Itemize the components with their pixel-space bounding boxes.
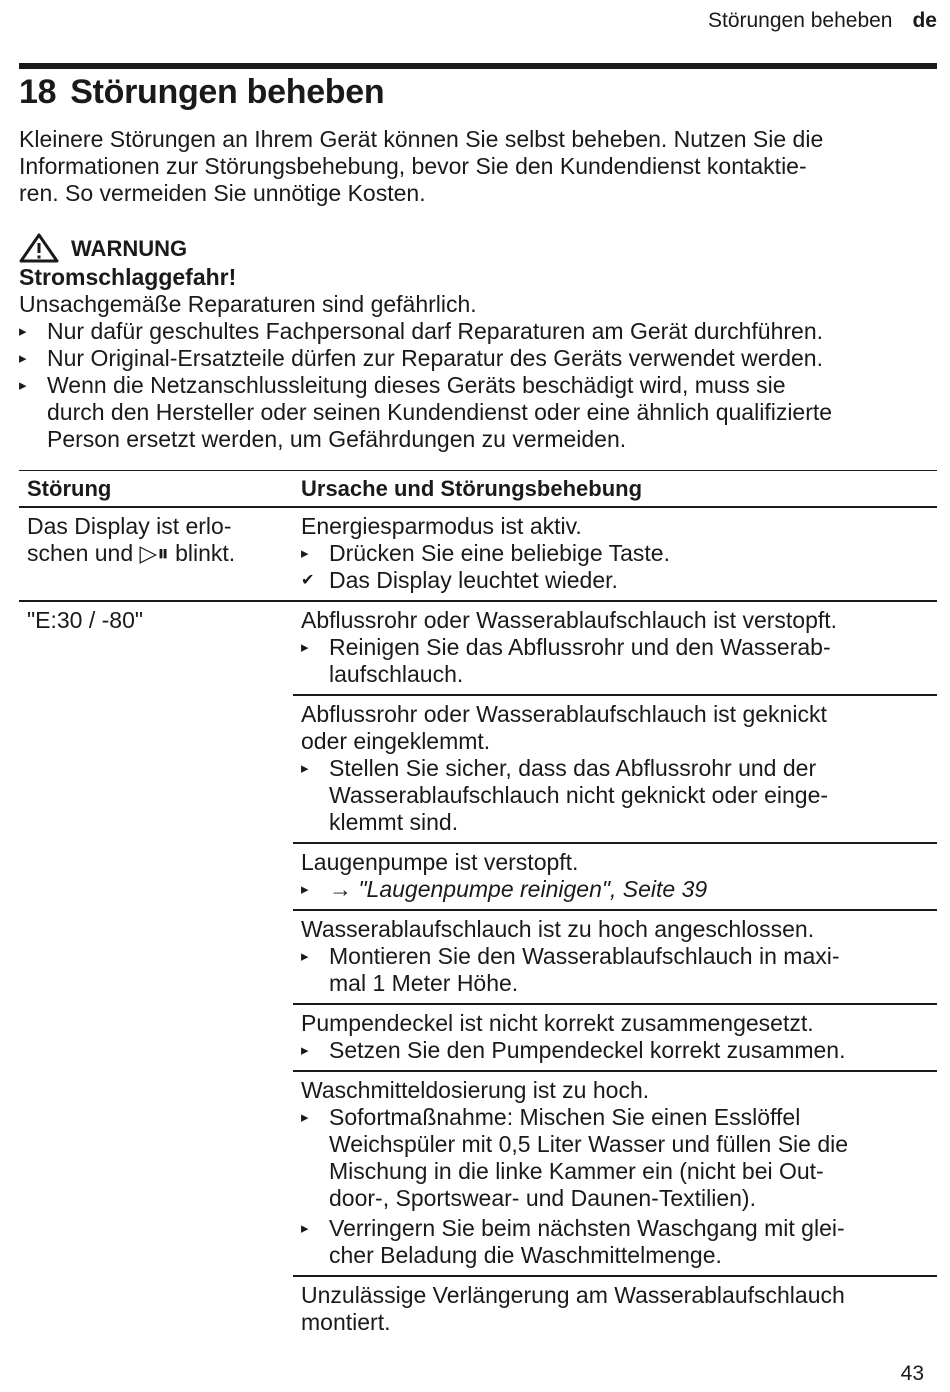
bullet-triangle-icon <box>19 372 47 453</box>
intro-line: Kleinere Störungen an Ihrem Gerät können Sie selbst beheben. Nutzen Sie die <box>19 126 824 152</box>
remedy-bullet <box>301 540 929 567</box>
cause-cell <box>293 910 937 1004</box>
remedy-bullet <box>301 1104 929 1212</box>
cause-text: Pumpendeckel ist nicht korrekt zusammengesetzt. <box>301 1010 814 1036</box>
bullet-text: Nur Original-Ersatzteile dürfen zur Reparatur des Geräts verwendet werden. <box>47 345 823 371</box>
remedy-text: Stellen Sie sicher, dass das Abflussrohr und der <box>329 755 817 781</box>
running-header-section: Störungen beheben <box>707 9 893 32</box>
remedy-text: Wasserablaufschlauch nicht geknickt oder einge- <box>329 782 829 808</box>
warning-hazard: Stromschlaggefahr! <box>19 264 237 290</box>
checkmark-icon <box>301 567 329 594</box>
bullet-text: Wenn die Netzanschlussleitung dieses Geräts beschädigt wird, muss sie <box>47 372 786 398</box>
cause-cell <box>293 1071 937 1276</box>
intro-line: ren. So vermeiden Sie unnötige Kosten. <box>19 180 426 206</box>
fault-cell <box>19 507 293 601</box>
intro-line: Informationen zur Störungsbehebung, bevor Sie den Kundendienst kontaktie- <box>19 153 807 179</box>
warning-bullet <box>19 345 937 372</box>
bullet-text: durch den Hersteller oder seinen Kundendienst oder eine ähnlich qualifizierte <box>47 399 833 425</box>
cause-text: Unzulässige Verlängerung am Wasserablaufschlauch <box>301 1282 845 1308</box>
warning-block <box>19 232 937 453</box>
fault-cell <box>19 601 293 1342</box>
bullet-triangle-icon <box>301 1037 329 1064</box>
chapter-title <box>19 73 384 112</box>
page-number: 43 <box>900 1362 924 1385</box>
cause-cell <box>293 1276 937 1342</box>
remedy-text: Mischung in die linke Kammer ein (nicht bei Out- <box>329 1158 824 1184</box>
remedy-bullet <box>301 1037 929 1064</box>
cause-text: Waschmitteldosierung ist zu hoch. <box>301 1077 650 1103</box>
bullet-triangle-icon <box>301 1215 329 1269</box>
fault-text: schen und ▷⏸ blinkt. <box>27 540 236 566</box>
column-header-cause: Ursache und Störungsbehebung <box>293 471 937 508</box>
remedy-text: Drücken Sie eine beliebige Taste. <box>329 540 670 566</box>
bullet-triangle-icon <box>301 943 329 997</box>
table-row <box>19 601 937 695</box>
cause-cell <box>293 843 937 910</box>
bullet-text: Person ersetzt werden, um Gefährdungen zu vermeiden. <box>47 426 627 452</box>
remedy-text: klemmt sind. <box>329 809 459 835</box>
bullet-triangle-icon <box>19 345 47 372</box>
result-line <box>301 567 929 594</box>
cause-cell <box>293 1004 937 1071</box>
page-reference-link[interactable]: → "Laugenpumpe reinigen", Seite 39 <box>329 876 708 902</box>
warning-heading <box>19 232 937 264</box>
remedy-bullet <box>301 634 929 688</box>
cause-text: Abflussrohr oder Wasserablaufschlauch ist verstopft. <box>301 607 838 633</box>
bullet-triangle-icon <box>301 634 329 688</box>
troubleshooting-table <box>19 470 937 1342</box>
remedy-text: laufschlauch. <box>329 661 464 687</box>
remedy-text: door-, Sportswear- und Daunen-Textilien). <box>329 1185 756 1211</box>
cause-text: oder eingeklemmt. <box>301 728 491 754</box>
remedy-text: cher Beladung die Waschmittelmenge. <box>329 1242 722 1268</box>
cause-text: Wasserablaufschlauch ist zu hoch angeschlossen. <box>301 916 815 942</box>
warning-label: WARNUNG <box>71 235 188 261</box>
result-text: Das Display leuchtet wieder. <box>329 567 618 593</box>
bullet-triangle-icon <box>301 755 329 836</box>
warning-bullet <box>19 318 937 345</box>
cause-text: montiert. <box>301 1309 391 1335</box>
warning-bullet <box>19 372 937 453</box>
table-row <box>19 507 937 601</box>
remedy-text: Setzen Sie den Pumpendeckel korrekt zusammen. <box>329 1037 846 1063</box>
remedy-bullet <box>301 1215 929 1269</box>
cause-text: Laugenpumpe ist verstopft. <box>301 849 579 875</box>
column-header-fault: Störung <box>19 471 293 508</box>
chapter-title-text: Störungen beheben <box>70 73 385 111</box>
table-header-row <box>19 471 937 508</box>
warning-statement: Unsachgemäße Reparaturen sind gefährlich. <box>19 291 477 317</box>
bullet-triangle-icon <box>301 876 329 903</box>
remedy-text: Sofortmaßnahme: Mischen Sie einen Esslöffel <box>329 1104 801 1130</box>
bullet-triangle-icon <box>301 1104 329 1212</box>
warning-triangle-icon <box>19 233 59 263</box>
remedy-bullet <box>301 943 929 997</box>
header-rule <box>19 63 937 69</box>
language-code: de <box>912 9 937 32</box>
chapter-number: 18 <box>19 73 57 111</box>
running-header <box>708 9 937 33</box>
cause-cell <box>293 507 937 601</box>
bullet-text: Nur dafür geschultes Fachpersonal darf Reparaturen am Gerät durchführen. <box>47 318 824 344</box>
remedy-text: Weichspüler mit 0,5 Liter Wasser und füllen Sie die <box>329 1131 849 1157</box>
remedy-text: Reinigen Sie das Abflussrohr und den Wasserab- <box>329 634 831 660</box>
cause-cell <box>293 601 937 695</box>
intro-paragraph <box>19 126 937 207</box>
fault-text: Das Display ist erlo- <box>27 513 232 539</box>
remedy-bullet <box>301 755 929 836</box>
remedy-bullet <box>301 876 929 903</box>
remedy-text: Verringern Sie beim nächsten Waschgang mit glei- <box>329 1215 845 1241</box>
remedy-text: mal 1 Meter Höhe. <box>329 970 519 996</box>
cause-text: Energiesparmodus ist aktiv. <box>301 513 582 539</box>
bullet-triangle-icon <box>19 318 47 345</box>
fault-text: "E:30 / -80" <box>27 607 144 633</box>
cause-text: Abflussrohr oder Wasserablaufschlauch ist geknickt <box>301 701 827 727</box>
bullet-triangle-icon <box>301 540 329 567</box>
cause-cell <box>293 695 937 843</box>
remedy-text: Montieren Sie den Wasserablaufschlauch in maxi- <box>329 943 840 969</box>
